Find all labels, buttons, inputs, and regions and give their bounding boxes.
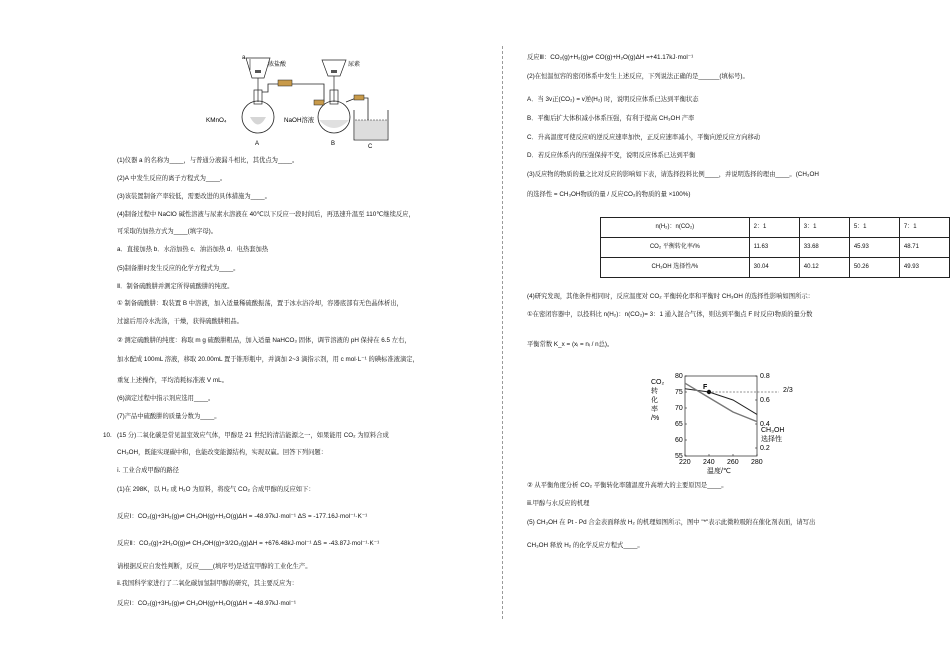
- table-cell: 30.04: [749, 258, 799, 278]
- q-line-5: 可采取的加热方式为____(填字母)。: [117, 228, 218, 235]
- q-line-8: Ⅱ．制备硫酸肼并测定所得硫酸肼的纯度。: [117, 283, 234, 290]
- q-line-7: (5)制备肼时发生反应的化学方程式为____。: [117, 265, 240, 272]
- y-left-tick-label: 80: [675, 373, 683, 380]
- table-header-cell: 7：1: [899, 218, 949, 238]
- y-left-tick-label: 70: [675, 405, 683, 412]
- q-line-15: (7)产品中硫酸肼的质量分数为____。: [117, 413, 221, 420]
- x-tick-label: 240: [703, 459, 715, 466]
- label-urea: 尿素: [348, 62, 361, 68]
- plot-frame: [685, 376, 757, 456]
- q10-line-9: 反应Ⅰ：CO₂(g)+3H₂(g)⇌ CH₃OH(g)+H₂O(g)ΔH = -48.97kJ·mol⁻¹: [117, 600, 297, 607]
- table-row: [601, 258, 950, 278]
- apparatus-diagram: [206, 50, 406, 150]
- q10-line-3: ⅰ. 工业合成甲醇的路径: [117, 467, 179, 474]
- r-line-14: (5) CH₃OH 在 Pt - Pd 合金表面释放 H₂ 的机理如图所示，图中 "*"表示此微粒吸附在催化剂表面，请写出: [527, 519, 816, 526]
- table-cell: 48.71: [899, 238, 949, 258]
- table-cell: 49.93: [899, 258, 949, 278]
- series-co2-line: [685, 389, 757, 415]
- q10-line-5: 反应Ⅰ：CO₂(g)+3H₂(g)⇌ CH₃OH(g)+H₂O(g)ΔH = -48.97kJ·mol⁻¹ ΔS = -177.16J·mol⁻¹·K⁻¹: [117, 513, 368, 520]
- funnel-b: [322, 60, 346, 76]
- point-f-label: F: [703, 384, 708, 391]
- table-row: [601, 238, 950, 258]
- q10-line-4: (1)在 298K，以 H₂ 或 H₂O 为原料，将废气 CO₂ 合成甲醇的反应如下：: [117, 486, 315, 493]
- y-right-label-fraction: 2/3: [783, 387, 793, 394]
- y-left-label: 率: [651, 406, 658, 413]
- y-left-label: 转: [651, 388, 658, 395]
- r-line-11: 平衡常数 K_x = (xᵢ = nᵢ / n总)。: [527, 341, 614, 348]
- y-left-tick-label: 75: [675, 389, 683, 396]
- q-line-3: (3)该装置制备产率较低，需要改进的具体措施为____。: [117, 193, 271, 200]
- x-tick-label: 260: [727, 459, 739, 466]
- r-line-4: B．平衡后扩大体积减小体系压强，有利于提高 CH₃OH 产率: [527, 115, 695, 122]
- y-right-tick-label: 0.2: [760, 445, 770, 452]
- q-line-9: ① 制备硫酸肼：取装置 B 中溶液，加入适量稀硫酸振荡，置于冰水浴冷却，容器底部有无色晶体析出，: [117, 300, 403, 307]
- y-left-label: CO₂: [651, 379, 665, 386]
- q-line-14: (6)滴定过程中指示剂应选用____。: [117, 395, 215, 402]
- label-naoh: NaOH溶液: [284, 117, 315, 124]
- q10-line-1: (15 分)二氧化碳是常见温室效应气体，甲醇是 21 世纪的清洁能源之一，如果能用 CO₂ 为原料合成: [117, 432, 389, 439]
- q-line-6: a．直接加热 b．水浴加热 c．油浴加热 d．电热套加热: [117, 246, 269, 253]
- r-line-8: 的选择性 = CH₃OH物质的量 / 反应CO₂的物质的量 ×100%): [527, 191, 691, 198]
- table-header-cell: 5：1: [849, 218, 899, 238]
- q10-line-6: 反应Ⅱ：CO₂(g)+2H₂O(g)⇌ CH₃OH(g)+3/2O₂(g)ΔH = +676.48kJ·mol⁻¹ ΔS = -43.87J·mol⁻¹·K⁻¹: [117, 540, 380, 547]
- r-line-9: (4)研究发现，其他条件相同时，反应温度对 CO₂ 平衡转化率和平衡时 CH₃OH 的选择性影响如图所示：: [527, 293, 814, 300]
- table-header-ratio: n(H₂)：n(CO₂): [601, 218, 750, 238]
- label-kmno4: KMnO₄: [206, 117, 227, 124]
- q10-line-2: CH₃OH，既能实现碳中和，也能改变能源结构，实现双赢。回答下列问题：: [117, 449, 328, 456]
- flask-b: [318, 101, 350, 133]
- q-line-1: (1)仪器 a 的名称为____，与普通分液漏斗相比，其优点为____。: [117, 157, 299, 164]
- ratio-table: [600, 217, 950, 278]
- q10-line-7: 请根据反应自发性判断，反应____(填序号)是适宜甲醇的工业化生产。: [117, 563, 312, 570]
- r-line-1: 反应Ⅲ：CO₂(g)+H₂(g)⇌ CO(g)+H₂O(g)ΔH =+41.17kJ·mol⁻¹: [527, 54, 694, 61]
- r-line-12: ② 从平衡角度分析 CO₂ 平衡转化率随温度升高增大的主要原因是____。: [527, 482, 728, 489]
- table-cell: 33.68: [799, 238, 849, 258]
- y-left-tick-label: 60: [675, 437, 683, 444]
- r-line-15: CH₃OH 释放 H₂ 的化学反应方程式____。: [527, 542, 644, 549]
- x-axis-label: 温度/℃: [707, 468, 731, 475]
- y-left-label: 化: [651, 397, 658, 404]
- table-cell: CH₃OH 选择性/%: [601, 258, 750, 278]
- label-A: A: [255, 141, 260, 147]
- q-line-11: ② 测定硫酸肼的纯度：称取 m g 硫酸肼粗品，加入适量 NaHCO₃ 固体，调节溶液的 pH 保持在 6.5 左右，: [117, 337, 411, 344]
- x-tick-label: 220: [679, 459, 691, 466]
- table-cell: 50.26: [849, 258, 899, 278]
- y-left-tick-label: 55: [675, 453, 683, 460]
- r-line-10: ①在密闭容器中，以投料比 n(H₂)：n(CO₂)= 3：1 通入混合气体，则达到平衡点 F 时反应Ⅰ物质的量分数: [527, 311, 813, 318]
- column-divider: [502, 46, 503, 619]
- label-B: B: [331, 141, 336, 147]
- table-cell: CO₂ 平衡转化率/%: [601, 238, 750, 258]
- series-selectivity-line: [685, 383, 757, 421]
- r-line-7: (3)反应物的物质的量之比对反应的影响如下表，请选择投料比例____，并说明选择的理由____。(CH₃OH: [527, 171, 819, 178]
- table-cell: 11.63: [749, 238, 799, 258]
- q10-line-8: ⅱ.我国科学家进行了二氧化碳加氢制甲醇的研究，其主要反应为：: [117, 580, 298, 587]
- label-acid: 浓盐酸: [268, 62, 287, 68]
- q-line-10: 过滤后用冷水洗涤，干燥，获得硫酸肼粗品。: [117, 318, 243, 325]
- q10-number: 10.: [103, 432, 112, 439]
- table-header-cell: 3：1: [799, 218, 849, 238]
- table-row: [601, 218, 950, 238]
- x-tick-label: 280: [751, 459, 763, 466]
- label-ch3oh: CH₃OH: [761, 427, 785, 434]
- r-line-3: A．当 3v正(CO₂) = v逆(H₂) 时，说明反应体系已达到平衡状态: [527, 96, 699, 103]
- table-cell: 45.93: [849, 238, 899, 258]
- y-left-tick-label: 65: [675, 421, 683, 428]
- r-line-5: C．升高温度可使反应Ⅰ的逆反应速率加快，正反应速率减小，平衡向逆反应方向移动: [527, 134, 761, 141]
- temperature-chart: [645, 366, 845, 478]
- label-C: C: [368, 144, 373, 150]
- r-line-6: D．若反应体系内的压强保持不变，说明反应体系已达到平衡: [527, 152, 696, 159]
- y-right-tick-label: 0.4: [760, 421, 770, 428]
- table-header-cell: 2：1: [749, 218, 799, 238]
- label-selectivity: 选择性: [761, 436, 782, 443]
- r-line-13: ⅲ.甲醇与水反应的机理: [527, 500, 590, 507]
- y-right-tick-label: 0.6: [760, 397, 770, 404]
- point-f: [707, 390, 711, 394]
- r-line-2: (2)在恒温恒容的密闭体系中发生上述反应，下列说法正确的是______(填标号)。: [527, 73, 749, 80]
- table-cell: 40.12: [799, 258, 849, 278]
- y-left-label: /%: [651, 415, 660, 422]
- funnel-a: [246, 58, 270, 78]
- q-line-2: (2)A 中发生反应的离子方程式为____。: [117, 175, 227, 182]
- q-line-12: 加水配成 100mL 溶液，移取 20.00mL 置于锥形瓶中，并滴加 2~3 滴指示剂，用 c mol·L⁻¹ 的碘标准液滴定，: [117, 356, 419, 363]
- y-right-tick-label: 0.8: [760, 373, 770, 380]
- q-line-4: (4)制备过程中 NaClO 碱性溶液与尿素水溶液在 40℃以下反应一段时间后，再迅速升温至 110℃继续反应，: [117, 211, 415, 218]
- label-a: a: [242, 55, 246, 61]
- q-line-13: 重复上述操作，平均消耗标准液 V mL。: [117, 377, 228, 384]
